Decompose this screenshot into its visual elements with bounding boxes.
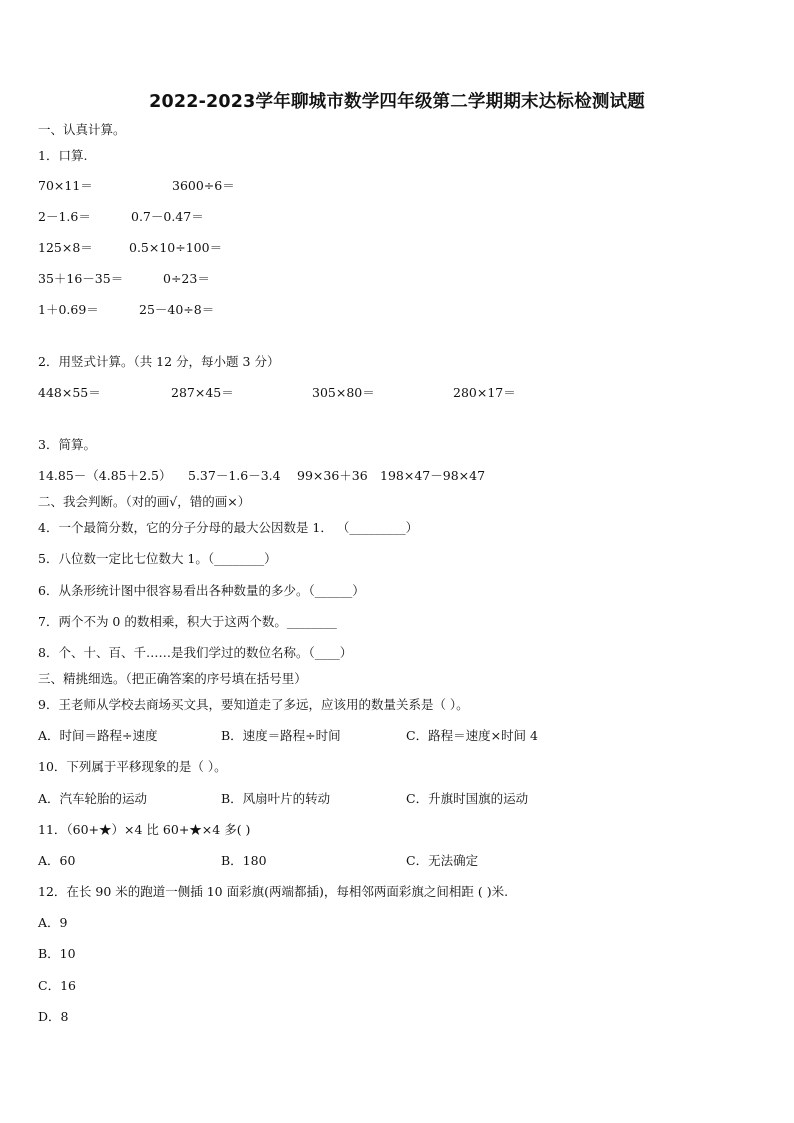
oral-calc-item: 2－1.6＝ bbox=[38, 209, 91, 224]
judge-item: 4．一个最简分数，它的分子分母的最大公因数是 1． （_________） bbox=[38, 520, 419, 535]
choice-option: C．升旗时国旗的运动 bbox=[406, 791, 529, 806]
choice-option: C．无法确定 bbox=[406, 853, 479, 868]
simplify-item: 14.85－（4.85＋2.5） bbox=[38, 468, 172, 483]
oral-calc-item: 3600÷6＝ bbox=[172, 178, 235, 193]
choice-option: A．时间＝路程÷速度 bbox=[38, 728, 158, 743]
section-1-heading: 一、认真计算。 bbox=[38, 122, 126, 137]
simplify-item: 99×36＋36 bbox=[297, 468, 368, 483]
simplify-item: 5.37－1.6－3.4 bbox=[188, 468, 281, 483]
judge-item: 7．两个不为 0 的数相乘，积大于这两个数。________ bbox=[38, 614, 337, 629]
choice-option: B．风扇叶片的转动 bbox=[221, 791, 331, 806]
simplify-item: 198×47－98×47 bbox=[380, 468, 486, 483]
question-3-label: 3．简算。 bbox=[38, 437, 96, 452]
choice-option: B．10 bbox=[38, 946, 76, 961]
choice-option: D．8 bbox=[38, 1009, 69, 1024]
question-10-stem: 10．下列属于平移现象的是（ ）。 bbox=[38, 759, 227, 774]
section-2-heading: 二、我会判断。（对的画√，错的画×） bbox=[38, 494, 251, 509]
oral-calc-item: 0.5×10÷100＝ bbox=[129, 240, 223, 255]
oral-calc-item: 125×8＝ bbox=[38, 240, 93, 255]
choice-option: B．速度＝路程÷时间 bbox=[221, 728, 341, 743]
choice-option: A．汽车轮胎的运动 bbox=[38, 791, 148, 806]
vertical-calc-item: 280×17＝ bbox=[453, 385, 516, 400]
choice-option: B．180 bbox=[221, 853, 267, 868]
oral-calc-item: 0.7－0.47＝ bbox=[131, 209, 204, 224]
vertical-calc-item: 305×80＝ bbox=[312, 385, 375, 400]
vertical-calc-item: 287×45＝ bbox=[171, 385, 234, 400]
page-title: 2022-2023学年聊城市数学四年级第二学期期末达标检测试题 bbox=[149, 92, 645, 112]
oral-calc-item: 0÷23＝ bbox=[163, 271, 210, 286]
question-1-label: 1．口算. bbox=[38, 148, 88, 163]
oral-calc-item: 70×11＝ bbox=[38, 178, 93, 193]
judge-item: 6．从条形统计图中很容易看出各种数量的多少。（______） bbox=[38, 583, 365, 598]
choice-option: C．16 bbox=[38, 978, 76, 993]
judge-item: 8．个、十、百、千……是我们学过的数位名称。（____） bbox=[38, 645, 353, 660]
vertical-calc-item: 448×55＝ bbox=[38, 385, 101, 400]
section-3-heading: 三、精挑细选。（把正确答案的序号填在括号里） bbox=[38, 671, 307, 686]
oral-calc-item: 35＋16－35＝ bbox=[38, 271, 124, 286]
oral-calc-item: 25－40÷8＝ bbox=[139, 302, 215, 317]
choice-option: A．60 bbox=[38, 853, 76, 868]
oral-calc-item: 1＋0.69＝ bbox=[38, 302, 99, 317]
question-2-label: 2．用竖式计算。（共 12 分，每小题 3 分） bbox=[38, 354, 280, 369]
question-11-stem: 11．（60+★）×4 比 60+★×4 多( ) bbox=[38, 822, 251, 837]
question-9-stem: 9．王老师从学校去商场买文具，要知道走了多远，应该用的数量关系是（ ）。 bbox=[38, 697, 469, 712]
judge-item: 5．八位数一定比七位数大 1。（________） bbox=[38, 551, 277, 566]
choice-option: C．路程＝速度×时间 4 bbox=[406, 728, 538, 743]
choice-option: A．9 bbox=[38, 915, 68, 930]
question-12-stem: 12．在长 90 米的跑道一侧插 10 面彩旗(两端都插)，每相邻两面彩旗之间相距 ( )米. bbox=[38, 884, 509, 899]
